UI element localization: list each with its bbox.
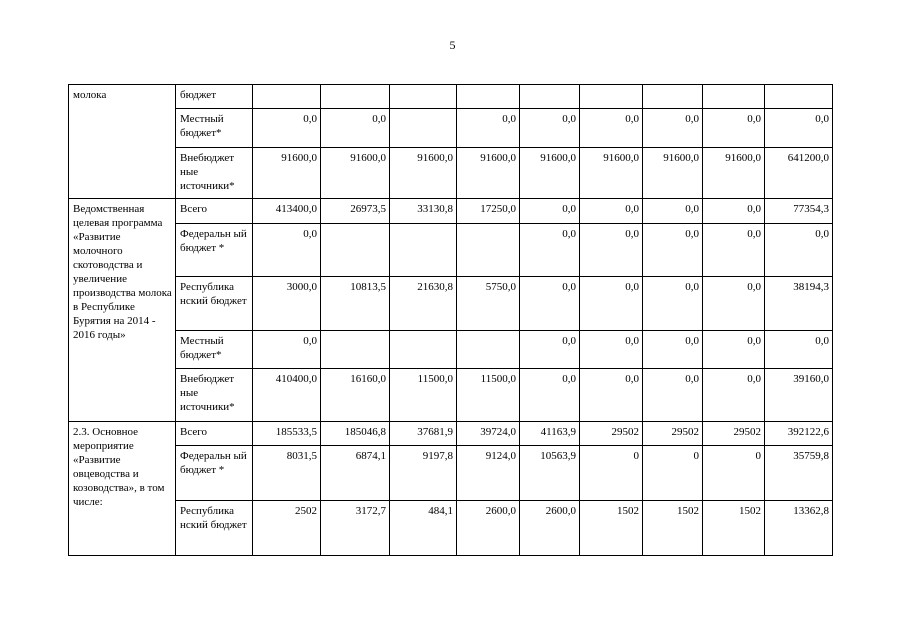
value-cell: 9197,8 [390,446,457,501]
table-row [69,501,833,556]
value-cell [390,224,457,277]
value-cell: 0,0 [643,331,703,369]
value-cell: 413400,0 [253,199,321,224]
funding-source: Республика нский бюджет [176,277,253,331]
value-cell: 16160,0 [321,369,390,422]
value-cell: 0,0 [580,199,643,224]
value-cell: 21630,8 [390,277,457,331]
value-cell: 0 [643,446,703,501]
table-row [69,85,833,109]
value-cell: 0,0 [253,109,321,148]
value-cell: 0,0 [580,277,643,331]
value-cell: 0,0 [520,199,580,224]
funding-source: Местный бюджет* [176,109,253,148]
value-cell: 91600,0 [390,148,457,199]
value-cell: 1502 [580,501,643,556]
value-cell [321,224,390,277]
value-cell: 91600,0 [253,148,321,199]
program-name: Ведомственная целевая программа «Развитие молочного скотоводства и увеличение производства молока в Республике Бурятия на 2014 - 2016 годы» [69,199,176,422]
value-cell: 0,0 [580,109,643,148]
value-cell [457,331,520,369]
value-cell: 1502 [643,501,703,556]
value-cell [643,85,703,109]
value-cell: 0,0 [643,277,703,331]
funding-source: Всего [176,199,253,224]
value-cell: 6874,1 [321,446,390,501]
value-cell: 10813,5 [321,277,390,331]
value-cell: 0,0 [643,369,703,422]
value-cell [457,224,520,277]
value-cell: 0,0 [321,109,390,148]
value-cell [580,85,643,109]
value-cell: 0,0 [765,224,833,277]
table-row [69,109,833,148]
value-cell: 0 [580,446,643,501]
budget-table [68,84,833,556]
value-cell: 39160,0 [765,369,833,422]
value-cell [765,85,833,109]
value-cell: 484,1 [390,501,457,556]
funding-source: Местный бюджет* [176,331,253,369]
value-cell: 0,0 [520,331,580,369]
value-cell: 0,0 [580,369,643,422]
value-cell: 5750,0 [457,277,520,331]
program-name: 2.3. Основное мероприятие «Развитие овцеводства и козоводства», в том числе: [69,422,176,556]
page-number: 5 [449,38,456,52]
value-cell: 11500,0 [457,369,520,422]
value-cell: 91600,0 [580,148,643,199]
value-cell: 1502 [703,501,765,556]
value-cell [520,85,580,109]
value-cell: 91600,0 [643,148,703,199]
funding-source: Всего [176,422,253,446]
value-cell [321,85,390,109]
value-cell: 0,0 [253,331,321,369]
value-cell: 0,0 [703,369,765,422]
value-cell: 13362,8 [765,501,833,556]
value-cell: 9124,0 [457,446,520,501]
value-cell: 37681,9 [390,422,457,446]
value-cell: 0,0 [643,224,703,277]
value-cell: 3000,0 [253,277,321,331]
value-cell [390,85,457,109]
value-cell: 41163,9 [520,422,580,446]
value-cell: 2600,0 [520,501,580,556]
value-cell [253,85,321,109]
value-cell: 0,0 [643,109,703,148]
funding-source: Федеральн ый бюджет * [176,224,253,277]
value-cell: 0,0 [703,199,765,224]
value-cell: 0,0 [703,331,765,369]
table-row [69,446,833,501]
table-row [69,369,833,422]
value-cell: 0,0 [703,109,765,148]
value-cell: 29502 [703,422,765,446]
table-row [69,331,833,369]
value-cell: 2502 [253,501,321,556]
value-cell: 3172,7 [321,501,390,556]
value-cell: 77354,3 [765,199,833,224]
value-cell: 91600,0 [520,148,580,199]
value-cell [703,85,765,109]
value-cell [390,331,457,369]
funding-source: Внебюджет ные источники* [176,148,253,199]
value-cell: 392122,6 [765,422,833,446]
value-cell: 0,0 [643,199,703,224]
funding-source: Республика нский бюджет [176,501,253,556]
value-cell: 11500,0 [390,369,457,422]
value-cell: 0 [703,446,765,501]
table-row [69,199,833,224]
value-cell: 29502 [580,422,643,446]
value-cell: 8031,5 [253,446,321,501]
value-cell: 91600,0 [457,148,520,199]
table-row [69,277,833,331]
value-cell: 0,0 [520,277,580,331]
value-cell: 38194,3 [765,277,833,331]
table-row [69,224,833,277]
value-cell: 410400,0 [253,369,321,422]
value-cell [321,331,390,369]
value-cell: 0,0 [253,224,321,277]
funding-source: Внебюджет ные источники* [176,369,253,422]
value-cell: 10563,9 [520,446,580,501]
value-cell: 641200,0 [765,148,833,199]
value-cell: 33130,8 [390,199,457,224]
value-cell [390,109,457,148]
program-name: молока [69,85,176,199]
value-cell: 0,0 [520,224,580,277]
value-cell: 0,0 [765,109,833,148]
value-cell: 2600,0 [457,501,520,556]
table-row [69,422,833,446]
value-cell: 0,0 [580,224,643,277]
funding-source: бюджет [176,85,253,109]
value-cell: 0,0 [703,224,765,277]
value-cell: 35759,8 [765,446,833,501]
value-cell: 91600,0 [321,148,390,199]
value-cell [457,85,520,109]
value-cell: 91600,0 [703,148,765,199]
value-cell: 17250,0 [457,199,520,224]
value-cell: 26973,5 [321,199,390,224]
value-cell: 0,0 [520,109,580,148]
value-cell: 185533,5 [253,422,321,446]
value-cell: 29502 [643,422,703,446]
value-cell: 185046,8 [321,422,390,446]
value-cell: 0,0 [765,331,833,369]
value-cell: 0,0 [580,331,643,369]
value-cell: 0,0 [703,277,765,331]
table-row [69,148,833,199]
value-cell: 39724,0 [457,422,520,446]
value-cell: 0,0 [457,109,520,148]
value-cell: 0,0 [520,369,580,422]
funding-source: Федеральн ый бюджет * [176,446,253,501]
